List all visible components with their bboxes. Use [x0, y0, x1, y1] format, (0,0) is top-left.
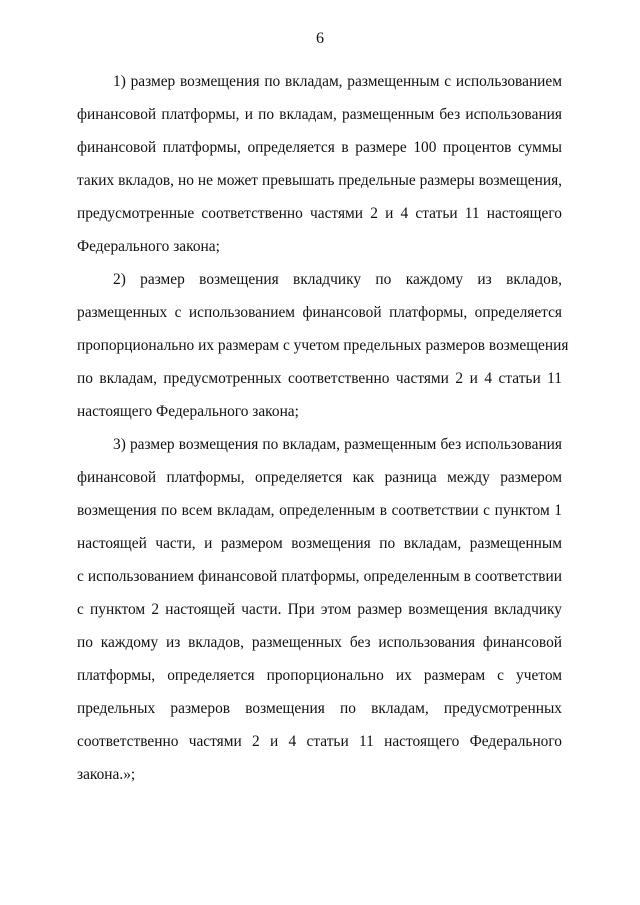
- text-line: настоящего Федерального закона;: [77, 403, 299, 420]
- text-line: соответственно частями 2 и 4 статьи 11 настоящего Федерального: [77, 733, 562, 750]
- text-line: настоящей части, и размером возмещения по вкладам, размещенным: [77, 535, 562, 552]
- text-line: предусмотренные соответственно частями 2 и 4 статьи 11 настоящего: [77, 205, 562, 222]
- text-line: финансовой платформы, определяется как разница между размером: [77, 469, 562, 486]
- text-line: по каждому из вкладов, размещенных без использования финансовой: [77, 634, 562, 651]
- text-line: с пунктом 2 настоящей части. При этом размер возмещения вкладчику: [77, 601, 562, 618]
- text-line: финансовой платформы, определяется в размере 100 процентов суммы: [77, 139, 562, 156]
- text-line: таких вкладов, но не может превышать предельные размеры возмещения,: [77, 172, 562, 189]
- text-line: по вкладам, предусмотренных соответственно частями 2 и 4 статьи 11: [77, 370, 562, 387]
- paragraph-3: [77, 428, 562, 791]
- text-line: возмещения по всем вкладам, определенным в соответствии с пунктом 1: [77, 502, 562, 519]
- text-line: с использованием финансовой платформы, определенным в соответствии: [77, 568, 562, 585]
- text-line: 1) размер возмещения по вкладам, размещенным с использованием: [113, 73, 562, 90]
- text-line: предельных размеров возмещения по вкладам, предусмотренных: [77, 700, 562, 717]
- paragraph-2: [77, 263, 569, 428]
- text-line: пропорционально их размерам с учетом предельных размеров возмещения: [77, 337, 569, 354]
- text-line: финансовой платформы, и по вкладам, размещенным без использования: [77, 106, 562, 123]
- text-line: 2) размер возмещения вкладчику по каждому из вкладов,: [113, 271, 562, 288]
- text-line: закона.»;: [77, 766, 136, 783]
- paragraph-1: [77, 65, 562, 263]
- text-line: 3) размер возмещения по вкладам, размещенным без использования: [113, 436, 562, 453]
- page-number: 6: [316, 30, 324, 47]
- text-line: платформы, определяется пропорционально их размерам с учетом: [77, 667, 562, 684]
- document-body: [77, 65, 569, 791]
- text-line: размещенных с использованием финансовой платформы, определяется: [77, 304, 562, 321]
- text-line: Федерального закона;: [77, 238, 220, 255]
